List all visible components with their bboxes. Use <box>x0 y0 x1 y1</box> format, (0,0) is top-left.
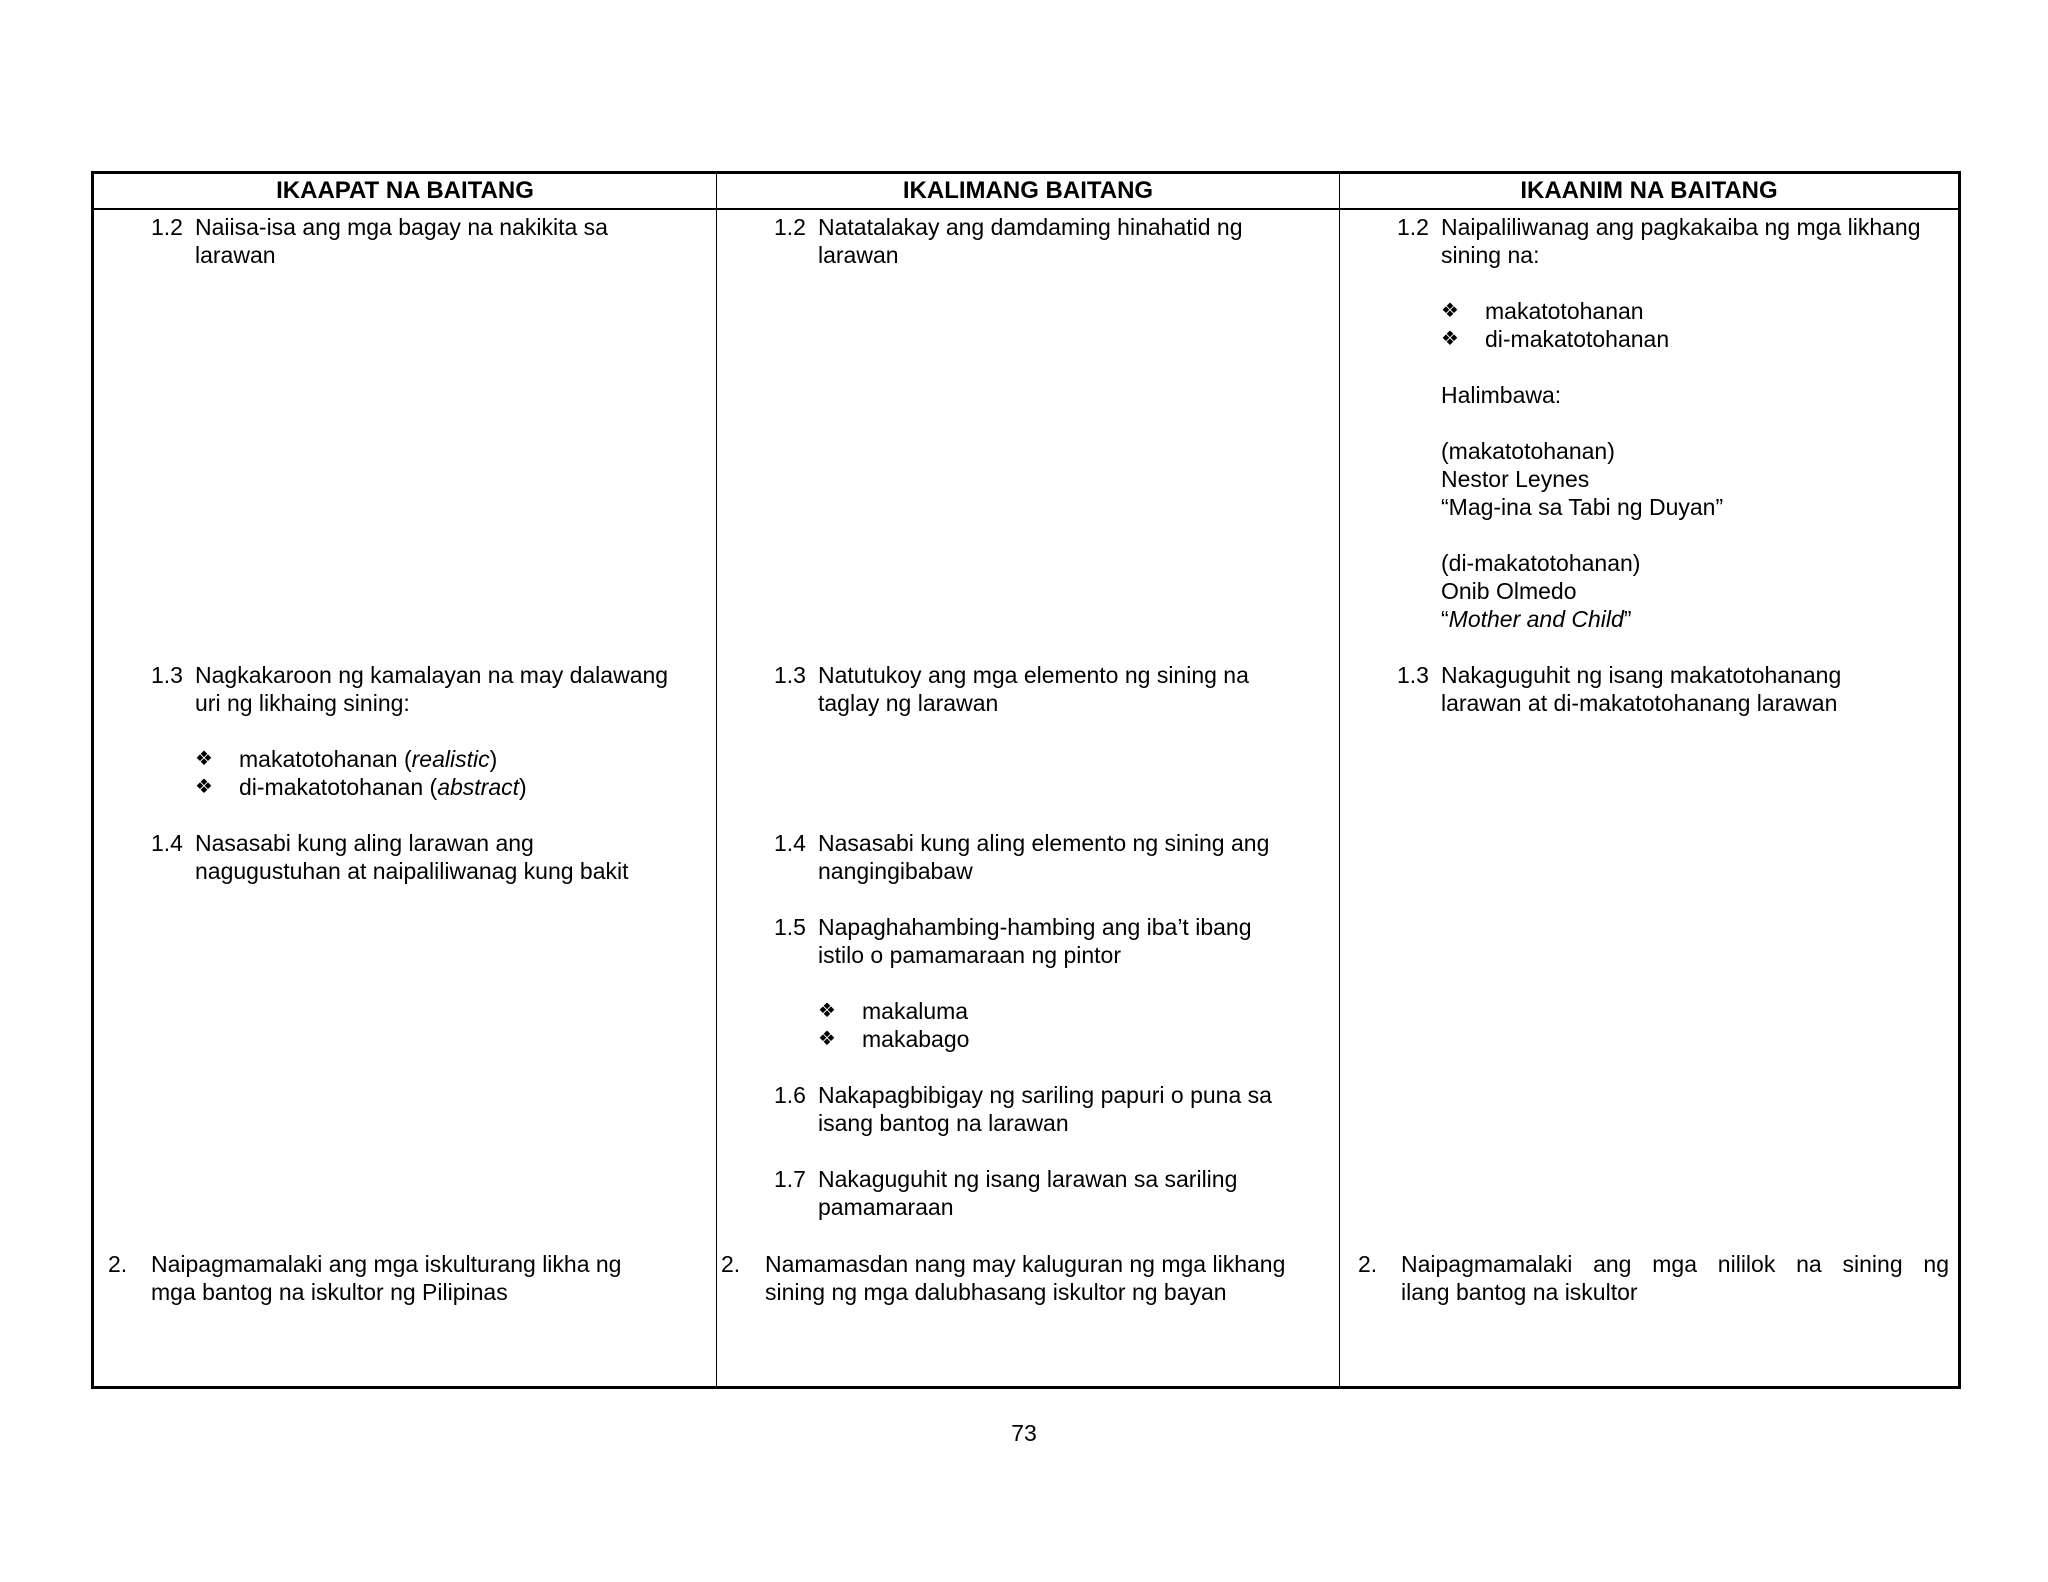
example-artist: Onib Olmedo <box>1441 578 1577 604</box>
example-artist: Nestor Leynes <box>1441 466 1590 492</box>
item-number: 1.4 <box>151 830 183 856</box>
item-number: 1.6 <box>774 1082 806 1108</box>
diamond-bullet-icon: ❖ <box>1441 300 1459 322</box>
bullet-text: makaluma <box>862 998 969 1024</box>
diamond-bullet-icon: ❖ <box>195 776 213 798</box>
item-text: Naipagmamalaki ang mga nililok na sining ng <box>1401 1251 1949 1277</box>
item-text: Nakaguguhit ng isang makatotohanang <box>1441 662 1842 688</box>
example-title: “Mother and Child” <box>1441 606 1632 632</box>
item-text: Nakaguguhit ng isang larawan sa sariling <box>818 1166 1238 1192</box>
item-text: uri ng likhaing sining: <box>195 690 410 716</box>
item-text: ilang bantog na iskultor <box>1401 1279 1638 1305</box>
page-number: 73 <box>1011 1420 1037 1446</box>
item-number: 1.2 <box>1397 214 1429 240</box>
item-text: Namamasdan nang may kaluguran ng mga likhang <box>765 1251 1286 1277</box>
item-text: Nasasabi kung aling elemento ng sining ang <box>818 830 1270 856</box>
item-number: 1.7 <box>774 1166 806 1192</box>
item-text: sining ng mga dalubhasang iskultor ng bayan <box>765 1279 1227 1305</box>
example-heading: Halimbawa: <box>1441 382 1562 408</box>
header-grade-6: IKAANIM NA BAITANG <box>1520 177 1778 204</box>
header-rule <box>94 208 1958 210</box>
item-text: Naiisa-isa ang mga bagay na nakikita sa <box>195 214 608 240</box>
column-divider <box>1339 174 1340 1386</box>
bullet-text: di-makatotohanan (abstract) <box>239 774 527 800</box>
bullet-text: makabago <box>862 1026 970 1052</box>
curriculum-table <box>91 171 1961 1389</box>
item-text: Nasasabi kung aling larawan ang <box>195 830 534 856</box>
item-number: 1.2 <box>151 214 183 240</box>
item-text: taglay ng larawan <box>818 690 999 716</box>
item-number: 1.3 <box>774 662 806 688</box>
column-divider <box>716 174 717 1386</box>
item-text: larawan <box>818 242 899 268</box>
item-number: 1.5 <box>774 914 806 940</box>
item-text: larawan <box>195 242 276 268</box>
item-text: mga bantog na iskultor ng Pilipinas <box>151 1279 508 1305</box>
item-number: 2. <box>108 1251 128 1277</box>
header-grade-5: IKALIMANG BAITANG <box>902 177 1154 204</box>
item-text: istilo o pamamaraan ng pintor <box>818 942 1121 968</box>
diamond-bullet-icon: ❖ <box>818 1000 836 1022</box>
item-text: isang bantog na larawan <box>818 1110 1069 1136</box>
bullet-text: makatotohanan <box>1485 298 1644 324</box>
item-text: Napaghahambing-hambing ang iba’t ibang <box>818 914 1252 940</box>
item-number: 1.4 <box>774 830 806 856</box>
item-text: pamamaraan <box>818 1194 954 1220</box>
item-text: sining na: <box>1441 242 1540 268</box>
example-title: “Mag-ina sa Tabi ng Duyan” <box>1441 494 1724 520</box>
item-text: Nakapagbibigay ng sariling papuri o puna sa <box>818 1082 1272 1108</box>
item-text: nangingibabaw <box>818 858 973 884</box>
item-number: 2. <box>1358 1251 1378 1277</box>
item-text: Naipaliliwanag ang pagkakaiba ng mga likhang <box>1441 214 1921 240</box>
item-text: Nagkakaroon ng kamalayan na may dalawang <box>195 662 669 688</box>
item-number: 1.3 <box>151 662 183 688</box>
item-text: Natutukoy ang mga elemento ng sining na <box>818 662 1249 688</box>
item-number: 1.2 <box>774 214 806 240</box>
example-type: (di-makatotohanan) <box>1441 550 1641 576</box>
item-text: larawan at di-makatotohanang larawan <box>1441 690 1838 716</box>
diamond-bullet-icon: ❖ <box>195 748 213 770</box>
item-number: 1.3 <box>1397 662 1429 688</box>
bullet-text: makatotohanan (realistic) <box>239 746 498 772</box>
bullet-text: di-makatotohanan <box>1485 326 1670 352</box>
diamond-bullet-icon: ❖ <box>1441 328 1459 350</box>
item-text: nagugustuhan at naipaliliwanag kung bakit <box>195 858 629 884</box>
header-grade-4: IKAAPAT NA BAITANG <box>276 177 534 204</box>
item-text: Natatalakay ang damdaming hinahatid ng <box>818 214 1243 240</box>
example-type: (makatotohanan) <box>1441 438 1615 464</box>
item-text: Naipagmamalaki ang mga iskulturang likha ng <box>151 1251 622 1277</box>
diamond-bullet-icon: ❖ <box>818 1028 836 1050</box>
item-number: 2. <box>721 1251 741 1277</box>
